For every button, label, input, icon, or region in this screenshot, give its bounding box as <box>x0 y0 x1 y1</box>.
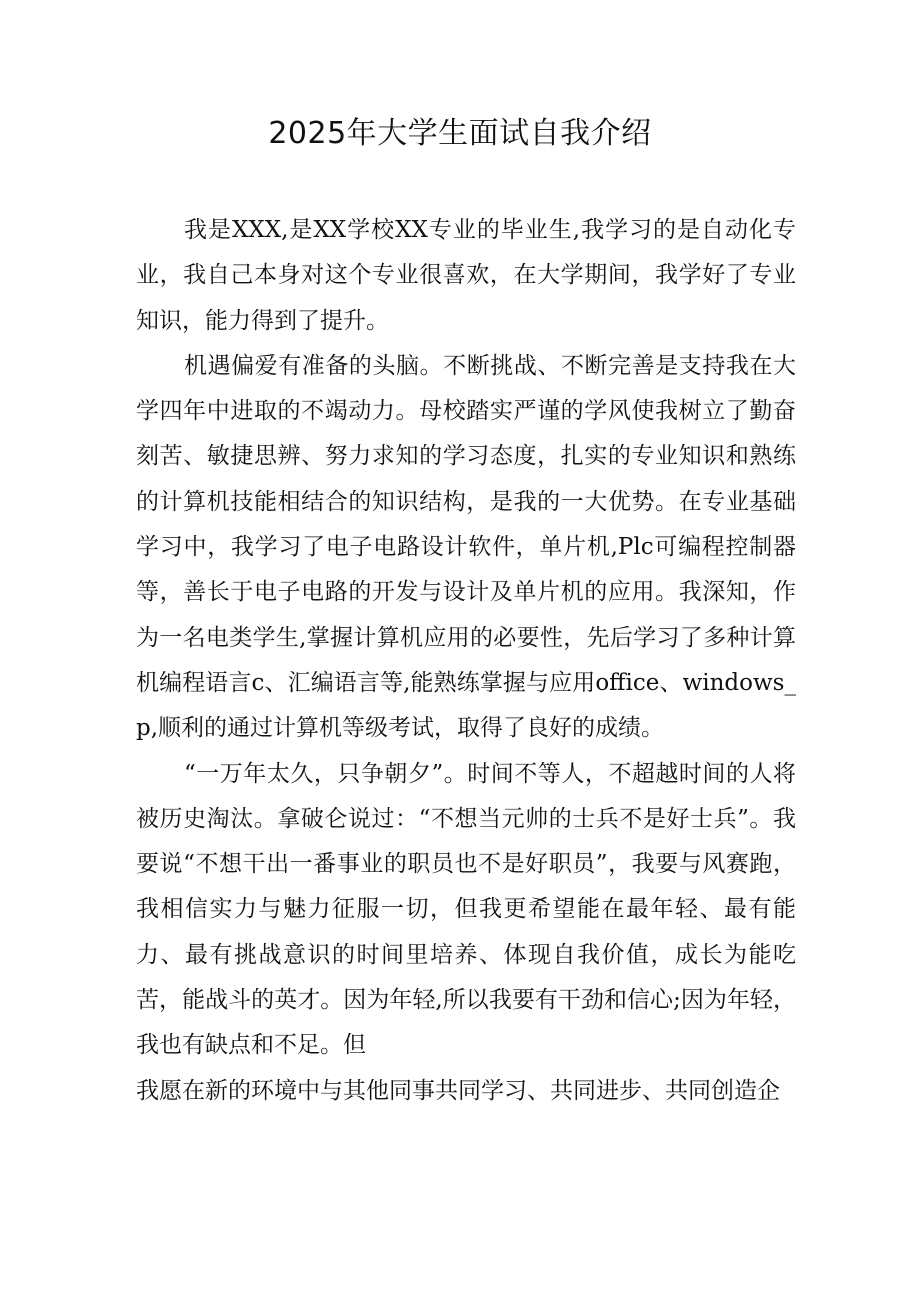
paragraph-intro: 我是XXX,是XX学校XX专业的毕业生,我学习的是自动化专业，我自己本身对这个专业很喜欢，在大学期间，我学好了专业知识，能力得到了提升。 <box>136 217 796 334</box>
document-body <box>136 208 796 1114</box>
paragraph-closing: 我愿在新的环境中与其他同事共同学习、共同进步、共同创造企 <box>136 1077 780 1104</box>
paragraph-skills: 机遇偏爱有准备的头脑。不断挑战、不断完善是支持我在大学四年中进取的不竭动力。母校踏实严谨的学风使我树立了勤奋刻苦、敏捷思辨、努力求知的学习态度，扎实的专业知识和熟练的计算机技能相结合的知识结构，是我的一大优势。在专业基础学习中，我学习了电子电路设计软件，单片机,Plc可编程控制器等，善长于电子电路的开发与设计及单片机的应用。我深知，作为一名电类学生,掌握计算机应用的必要性，先后学习了多种计算机编程语言c、汇编语言等,能熟练掌握与应用office、windows_p,顺利的通过计算机等级考试，取得了良好的成绩。 <box>136 352 796 742</box>
document-title: 2025年大学生面试自我介绍 <box>268 116 652 151</box>
paragraph-ambition: “一万年太久，只争朝夕”。时间不等人，不超越时间的人将被历史淘汰。拿破仑说过：“不想当元帅的士兵不是好士兵”。我要说“不想干出一番事业的职员也不是好职员”，我要与风赛跑，我相信实力与魅力征服一切，但我更希望能在最年轻、最有能力、最有挑战意识的时间里培养、体现自我价值，成长为能吃苦，能战斗的英才。因为年轻,所以我要有干劲和信心;因为年轻，我也有缺点和不足。但 <box>136 760 796 1059</box>
